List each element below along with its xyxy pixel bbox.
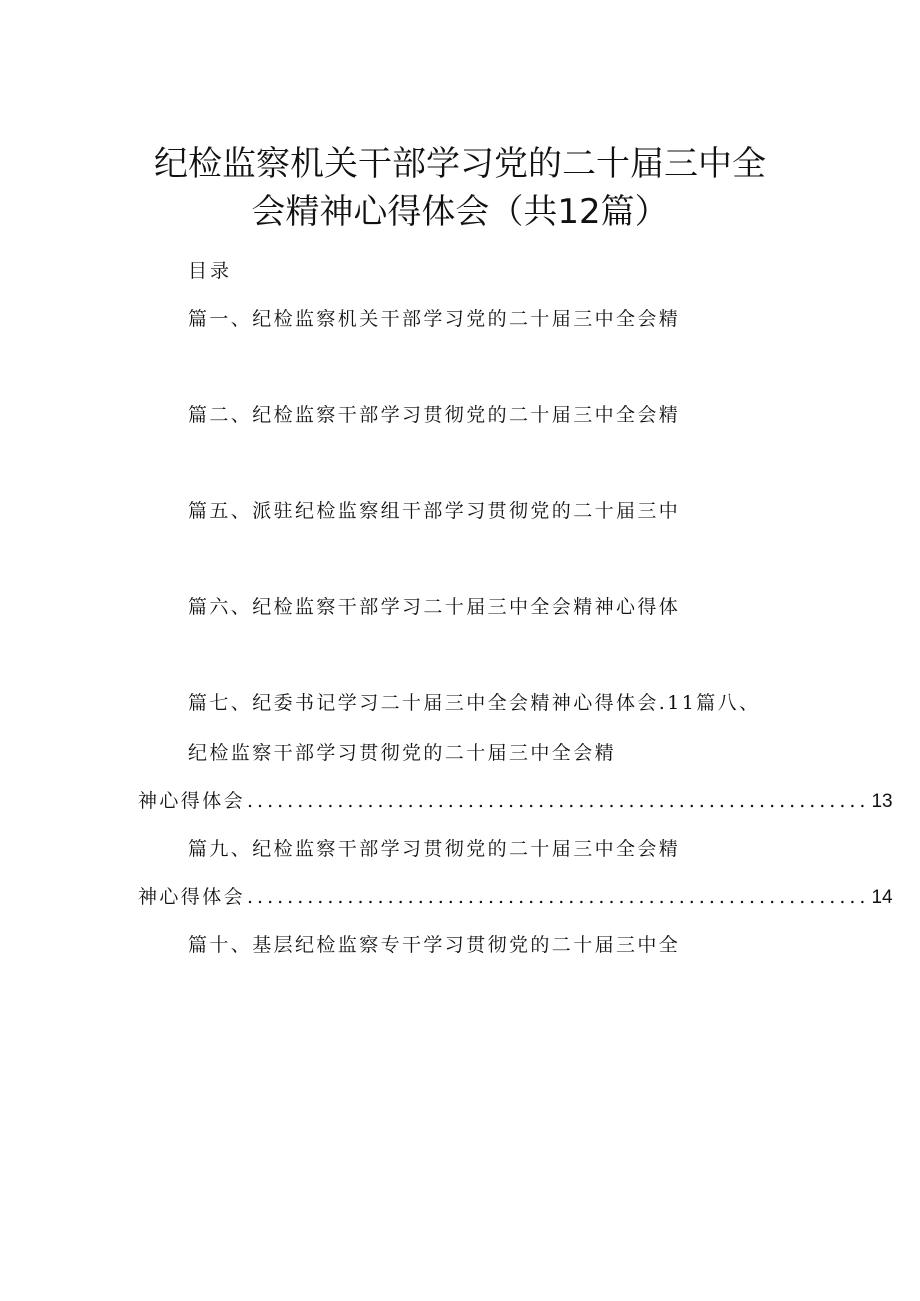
- toc-entry-6: 篇六、纪检监察干部学习二十届三中全会精神心得体: [188, 596, 681, 618]
- toc-entry-5: 篇五、派驻纪检监察组干部学习贯彻党的二十届三中: [188, 500, 681, 522]
- toc-page-number: 14: [871, 887, 893, 908]
- toc-entry-7: 篇七、纪委书记学习二十届三中全会精神心得体会.11篇八、: [188, 692, 761, 714]
- toc-entry-text: 神心得体会: [138, 886, 246, 908]
- toc-entry-10: 篇十、基层纪检监察专干学习贯彻党的二十届三中全: [188, 934, 681, 956]
- document-title-line-1: 纪检监察机关干部学习党的二十届三中全: [154, 144, 766, 184]
- toc-leader-dots: ..............................................................: [247, 790, 870, 812]
- toc-entry-2: 篇二、纪检监察干部学习贯彻党的二十届三中全会精: [188, 404, 681, 426]
- toc-entry-9-line-1: 篇九、纪检监察干部学习贯彻党的二十届三中全会精: [188, 838, 681, 860]
- document-title-line-2: 会精神心得体会（共12篇）: [251, 192, 669, 232]
- toc-entry-9-line-2: [138, 882, 893, 909]
- toc-entry-1: 篇一、纪检监察机关干部学习党的二十届三中全会精: [188, 308, 681, 330]
- toc-entry-8-line-2: [138, 786, 893, 813]
- toc-page-number: 13: [871, 791, 893, 812]
- toc-entry-text: 神心得体会: [138, 790, 246, 812]
- toc-entry-8-line-1: 纪检监察干部学习贯彻党的二十届三中全会精: [188, 742, 617, 764]
- toc-heading: 目录: [188, 260, 233, 282]
- toc-leader-dots: ..............................................................: [247, 886, 870, 908]
